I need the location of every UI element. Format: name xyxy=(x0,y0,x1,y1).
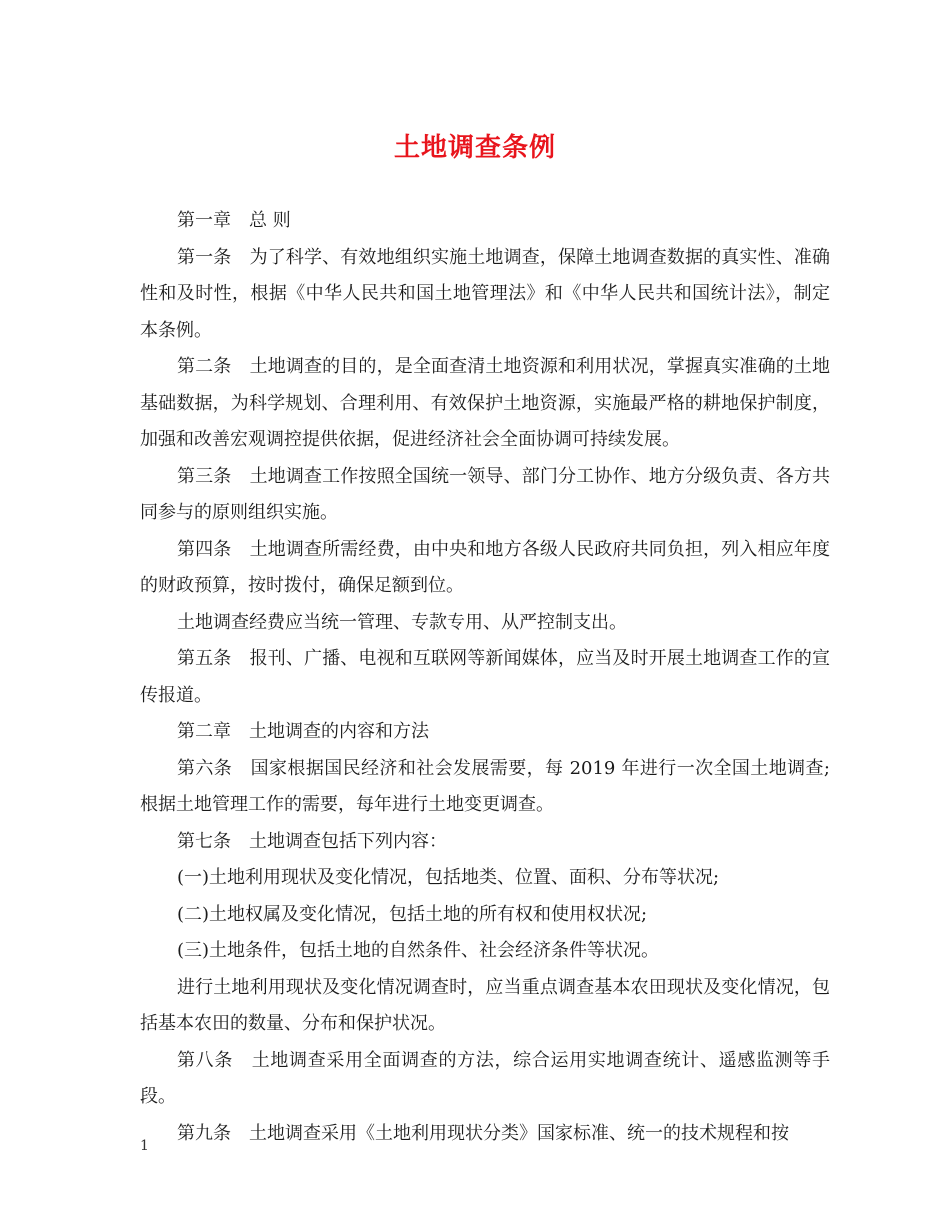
article-4: 第四条 土地调查所需经费，由中央和地方各级人民政府共同负担，列入相应年度的财政预算，按时拨付，确保足额到位。 xyxy=(140,538,830,596)
chapter-heading-2: 第二章 土地调查的内容和方法 xyxy=(177,721,429,742)
chapter-heading-1: 第一章 总 则 xyxy=(177,210,291,231)
page-number: 1 xyxy=(140,1138,149,1154)
article-7: 第七条 土地调查包括下列内容： xyxy=(177,830,447,852)
article-5: 第五条 报刊、广播、电视和互联网等新闻媒体，应当及时开展土地调查工作的宣传报道。 xyxy=(140,648,830,706)
article-8: 第八条 土地调查采用全面调查的方法，综合运用实地调查统计、遥感监测等手段。 xyxy=(140,1049,830,1107)
article-1: 第一条 为了科学、有效地组织实施土地调查，保障土地调查数据的真实性、准确性和及时性，根据《中华人民共和国土地管理法》和《中华人民共和国统计法》，制定本条例。 xyxy=(140,246,830,341)
article-7-paragraph-2: 进行土地利用现状及变化情况调查时，应当重点调查基本农田现状及变化情况，包括基本农田的数量、分布和保护状况。 xyxy=(140,976,830,1034)
article-2: 第二条 土地调查的目的，是全面查清土地资源和利用状况，掌握真实准确的土地基础数据，为科学规划、合理利用、有效保护土地资源，实施最严格的耕地保护制度，加强和改善宏观调控提供依据，促进经济社会全面协调可持续发展。 xyxy=(140,356,830,450)
article-7-item-1: (一)土地利用现状及变化情况，包括地类、位置、面积、分布等状况; xyxy=(177,867,720,888)
document-title: 土地调查条例 xyxy=(393,133,556,163)
article-3: 第三条 土地调查工作按照全国统一领导、部门分工协作、地方分级负责、各方共同参与的原则组织实施。 xyxy=(140,465,830,523)
article-7-item-3: (三)土地条件，包括土地的自然条件、社会经济条件等状况。 xyxy=(177,940,660,961)
article-4-paragraph-2: 土地调查经费应当统一管理、专款专用、从严控制支出。 xyxy=(177,611,627,633)
article-7-item-2: (二)土地权属及变化情况，包括土地的所有权和使用权状况; xyxy=(177,903,648,925)
article-9: 第九条 土地调查采用《土地利用现状分类》国家标准、统一的技术规程和按 xyxy=(177,1122,789,1144)
article-6: 第六条 国家根据国民经济和社会发展需要，每 2019 年进行一次全国土地调查;根据土地管理工作的需要，每年进行土地变更调查。 xyxy=(140,757,830,815)
document-body xyxy=(140,203,830,1152)
